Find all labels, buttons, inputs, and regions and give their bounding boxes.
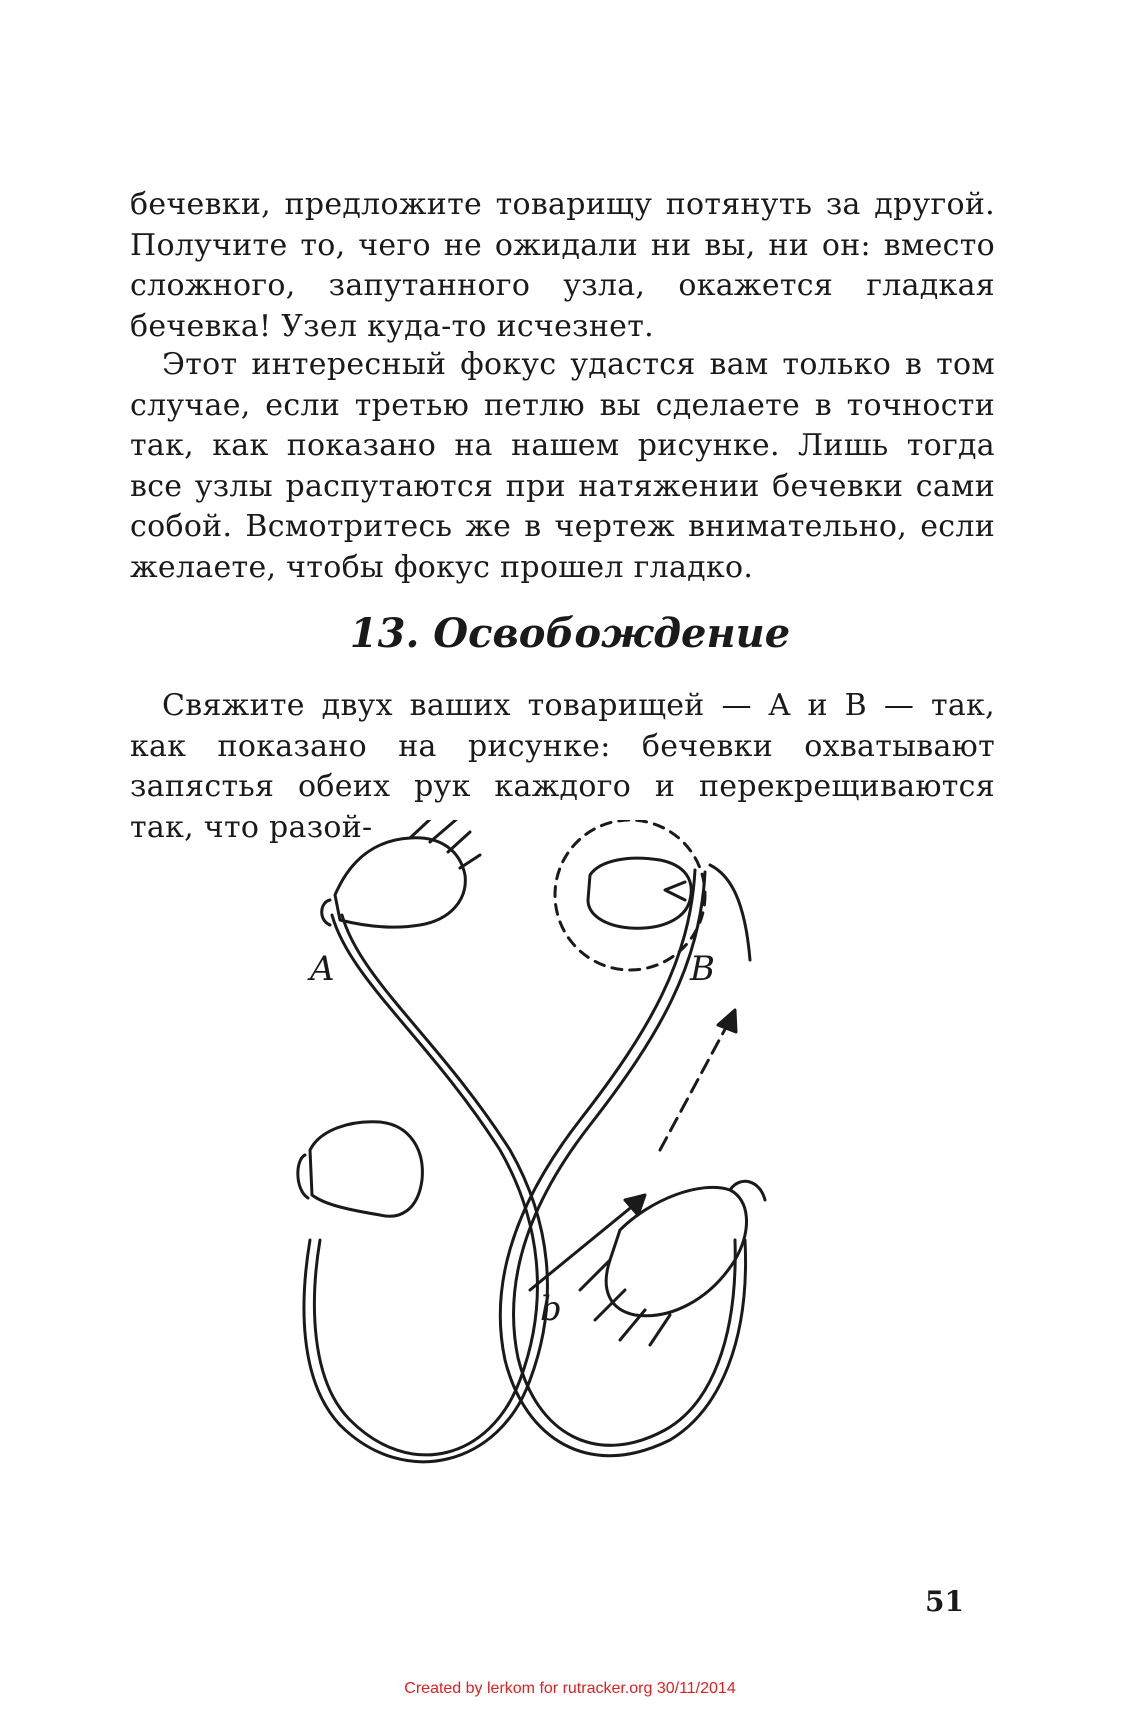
paragraph: Этот интересный фокус удастся вам только в том случае, если третью петлю вы сделаете в точности так, как показано на нашем рисунке. Лишь тогда все узлы распутаются при натяжении бечевки сами собой. Всмотритесь же в чертеж внимательно, если желаете, чтобы фокус прошел гладко. <box>130 347 995 585</box>
page-number: 51 <box>925 1585 964 1618</box>
hand-a-lower <box>298 1122 423 1216</box>
hand-b-upper <box>555 820 750 970</box>
section-heading: 13. Освобождение <box>349 610 791 657</box>
hand-a-upper <box>322 820 480 927</box>
footer-credit: Created by lerkom for rutracker.org 30/11/2014 <box>404 1680 736 1697</box>
hand-b-lower <box>580 1181 765 1345</box>
figure-label-b: B <box>690 949 715 989</box>
paragraph: бечевки, предложите товарищу потянуть за другой. Получите то, чего не ожидали ни вы, ни он: вместо сложного, запутанного узла, окажется гладкая бечевка! Узел куда-то исчезнет. <box>130 187 995 344</box>
arrows <box>530 882 736 1290</box>
rope-escape-illustration <box>290 820 850 1540</box>
figure-label-a: A <box>310 949 335 989</box>
paragraph: Свяжите двух ваших товарищей — A и B — так, как показано на рисунке: бечевки охватывают запястья обеих рук каждого и перекрещиваются так, что разой- <box>130 688 995 845</box>
figure-label-small-b: b <box>540 1289 562 1329</box>
